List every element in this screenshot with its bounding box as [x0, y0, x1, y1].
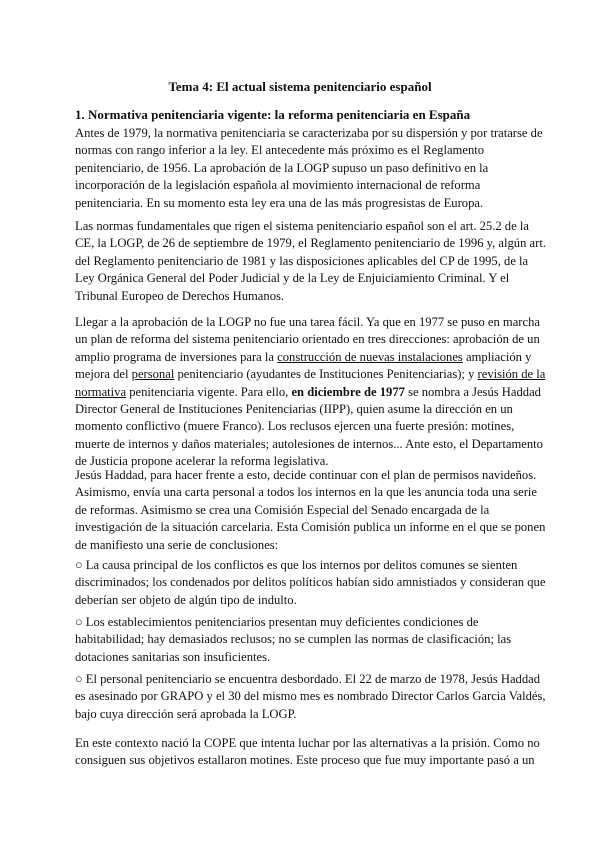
text-line: En este contexto nació la COPE que intenta luchar por las alternativas a la prisión. Como no — [75, 736, 540, 750]
text-line: normas con rango inferior a la ley. El antecedente más próximo es el Reglamento — [75, 143, 485, 158]
text-line: Jesús Haddad, para hacer frente a esto, decide continuar con el plan de permisos navideños. — [75, 468, 537, 482]
underlined-text: personal — [131, 367, 175, 382]
text-span: ampliación y — [462, 349, 532, 364]
text-line: momento conflictivo (muere Franco). Los reclusos ejercen una fuerte presión: motines, — [75, 419, 515, 434]
text-line: de manifiesto una serie de conclusiones: — [75, 537, 279, 552]
text-line: consiguen sus objetivos estallaron motines. Este proceso que fue muy importante pasó a un — [75, 753, 535, 768]
text-line: discriminados; los condenados por delitos políticos habían sido amnistiados y consideran que — [75, 575, 546, 590]
text-span: penitenciaria vigente. Para ello, — [126, 384, 292, 399]
paragraph — [75, 218, 546, 305]
paragraph — [75, 671, 546, 723]
text-line: de reformas. Asimismo se crea una Comisión Especial del Senado encargada de la — [75, 502, 490, 517]
paragraph — [75, 125, 543, 212]
text-line: muerte de internos y daños materiales; autolesiones de internos... Ante esto, el Departamento — [75, 436, 543, 451]
underlined-text: normativa — [75, 384, 127, 399]
text-line: Tribunal Europeo de Derechos Humanos. — [75, 288, 285, 303]
text-line: un plan de reforma del sistema penitenciario orientado en tres direcciones: aprobación de un — [75, 332, 540, 347]
text-line: CE, la LOGP, de 26 de septiembre de 1979, el Reglamento penitenciario de 1996 y, algún art. — [75, 236, 546, 251]
text-span: penitenciario (ayudantes de Instituciones Penitenciarias); y — [174, 367, 478, 382]
document-title: Tema 4: El actual sistema penitenciario español — [168, 79, 432, 94]
text-line: investigación de la situación carcelaria. Esta Comisión publica un informe en el que se ponen — [75, 520, 546, 535]
text-line: Ley Orgánica General del Poder Judicial y de la Ley de Enjuiciamiento Criminal. Y el — [75, 271, 510, 286]
text-line: penitenciario, de 1956. La aprobación de la LOGP supuso un paso definitivo en la — [75, 160, 489, 175]
text-line: incorporación de la legislación española al movimiento internacional de reforma — [75, 178, 481, 193]
text-line: dotaciones sanitarias son insuficientes. — [75, 649, 271, 664]
text-span: amplio programa de inversiones para la — [75, 349, 278, 364]
text-line: del Reglamento penitenciario de 1981 y las disposiciones aplicables del CP de 1995, de la — [75, 253, 529, 268]
paragraph — [75, 314, 546, 471]
text-line: de Justicia propone acelerar la reforma legislativa. — [75, 454, 329, 469]
underlined-text: revisión de la — [477, 367, 546, 382]
text-line: Las normas fundamentales que rigen el sistema penitenciario español son el art. 25.2 de la — [75, 219, 529, 233]
text-line: ○ La causa principal de los conflictos es que los internos por delitos comunes se sienten — [75, 558, 518, 572]
underlined-text: construcción de nuevas instalaciones — [277, 349, 463, 364]
text-line — [75, 366, 546, 383]
section-heading: 1. Normativa penitenciaria vigente: la reforma penitenciaria en España — [75, 107, 471, 122]
bold-text: en diciembre de 1977 — [291, 384, 405, 399]
text-line: ○ Los establecimientos penitenciarios presentan muy deficientes condiciones de — [75, 615, 479, 629]
text-line: penitenciaria. En su momento esta ley era una de las más progresistas de Europa. — [75, 195, 484, 210]
text-line: Llegar a la aprobación de la LOGP no fue una tarea fácil. Ya que en 1977 se puso en marcha — [75, 315, 540, 329]
text-line — [75, 384, 541, 401]
text-line: habitabilidad; hay demasiados reclusos; no se cumplen las normas de clasificación; las — [75, 632, 512, 647]
text-span: se nombra a Jesús Haddad — [404, 384, 541, 399]
text-line: bajo cuya dirección será aprobada la LOGP. — [75, 706, 297, 721]
paragraph — [75, 557, 546, 609]
text-span: mejora del — [75, 367, 132, 382]
text-line: ○ El personal penitenciario se encuentra desbordado. El 22 de marzo de 1978, Jesús Haddad — [75, 672, 541, 686]
text-line: Director General de Instituciones Penitenciarias (IIPP), quien asume la dirección en un — [75, 402, 513, 417]
text-line: Asimismo, envía una carta personal a todos los internos en la que les anuncia toda una serie — [75, 485, 537, 500]
paragraph — [75, 614, 535, 666]
paragraph — [75, 735, 540, 770]
text-line: Antes de 1979, la normativa penitenciaria se caracterizaba por su dispersión y por tratarse de — [75, 126, 543, 140]
text-line: es asesinado por GRAPO y el 30 del mismo mes es nombrado Director Carlos Garcia Valdés, — [75, 689, 546, 704]
paragraph — [75, 467, 546, 554]
text-line — [75, 349, 535, 366]
text-line: deberían ser objeto de algún tipo de indulto. — [75, 592, 297, 607]
